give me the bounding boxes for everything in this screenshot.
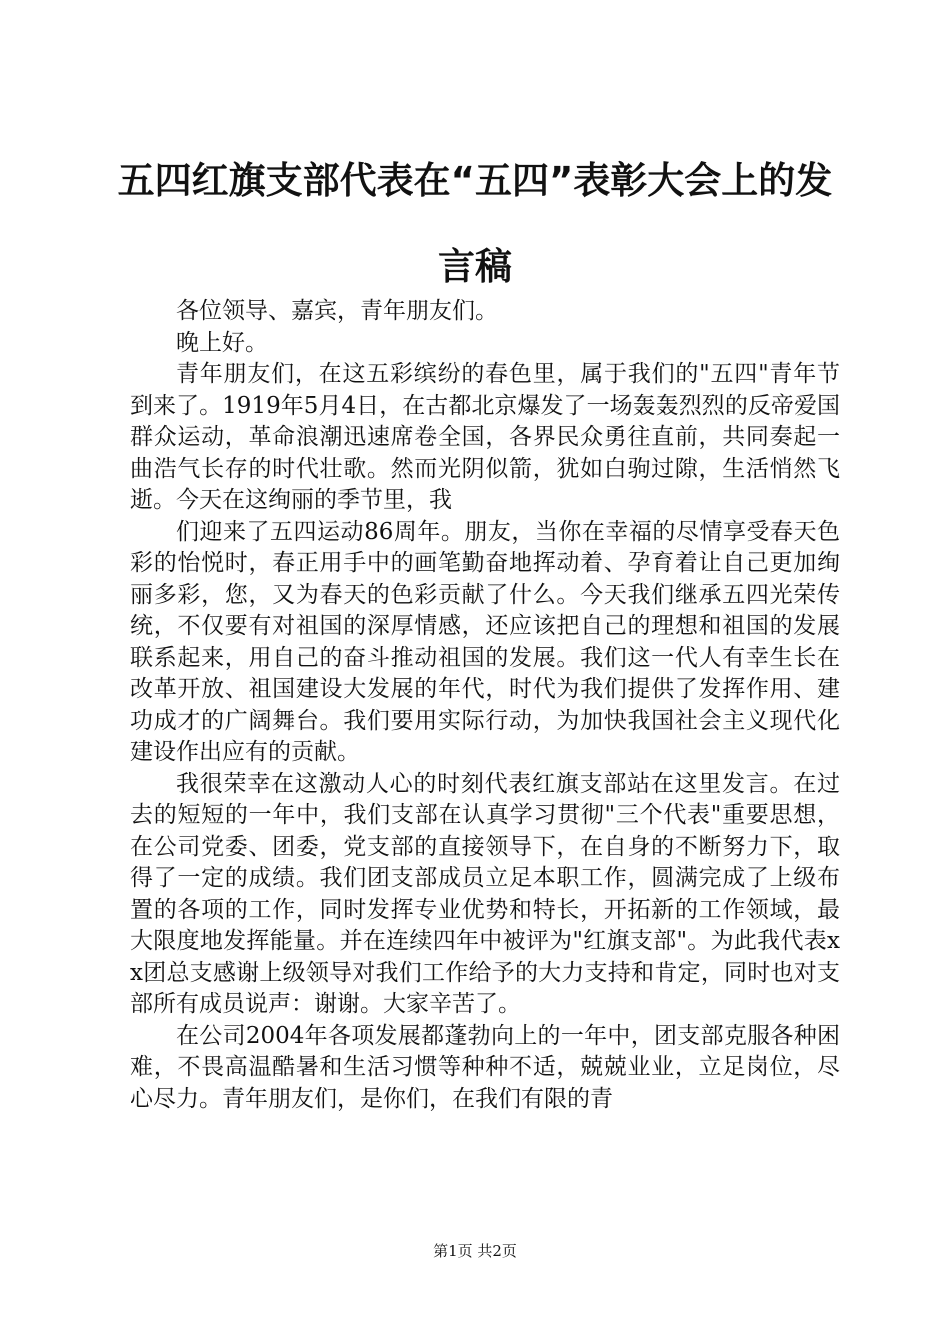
- page-footer: 第1页 共2页: [433, 1242, 517, 1260]
- paragraph-salutation: 晚上好。: [176, 329, 268, 356]
- document-title-line-2: 言稿: [438, 245, 512, 288]
- document-title-line-1: 五四红旗支部代表在“五四”表彰大会上的发: [117, 159, 833, 202]
- paragraph-anniversary: 们迎来了五四运动86周年。朋友，当你在幸福的尽情享受春天色彩的怡悦时，春正用手中的画笔勤奋地挥动着、孕育着让自己更加绚丽多彩，您，又为春天的色彩贡献了什么。今天我们继承五四光荣传统，不仅要有对祖国的深厚情感，还应该把自己的理想和祖国的发展联系起来，用自己的奋斗推动祖国的发展。我们这一代人有幸生长在改革开放、祖国建设大发展的年代，时代为我们提供了发挥作用、建功成才的广阔舞台。我们要用实际行动，为加快我国社会主义现代化建设作出应有的贡献。: [130, 518, 840, 765]
- paragraph-intro: 青年朋友们，在这五彩缤纷的春色里，属于我们的"五四"青年节到来了。1919年5月4日，在古都北京爆发了一场轰轰烈烈的反帝爱国群众运动，革命浪潮迅速席卷全国，各界民众勇往直前，共同奏起一曲浩气长存的时代壮歌。然而光阴似箭，犹如白驹过隙，生活悄然飞逝。今天在这绚丽的季节里，我: [130, 361, 840, 513]
- paragraph-honor: 我很荣幸在这激动人心的时刻代表红旗支部站在这里发言。在过去的短短的一年中，我们支部在认真学习贯彻"三个代表"重要思想，在公司党委、团委，党支部的直接领导下，在自身的不断努力下，取得了一定的成绩。我们团支部成员立足本职工作，圆满完成了上级布置的各项的工作，同时发挥专业优势和特长，开拓新的工作领域，最大限度地发挥能量。并在连续四年中被评为"红旗支部"。为此我代表xx团总支感谢上级领导对我们工作给予的大力支持和肯定，同时也对支部所有成员说声：谢谢。大家辛苦了。: [130, 770, 840, 1017]
- paragraph-greeting: 各位领导、嘉宾，青年朋友们。: [176, 298, 498, 324]
- paragraph-achievements: 在公司2004年各项发展都蓬勃向上的一年中，团支部克服各种困难，不畏高温酷暑和生活习惯等种种不适，兢兢业业，立足岗位，尽心尽力。青年朋友们，是你们，在我们有限的青: [130, 1022, 840, 1112]
- document-body: [130, 296, 840, 1115]
